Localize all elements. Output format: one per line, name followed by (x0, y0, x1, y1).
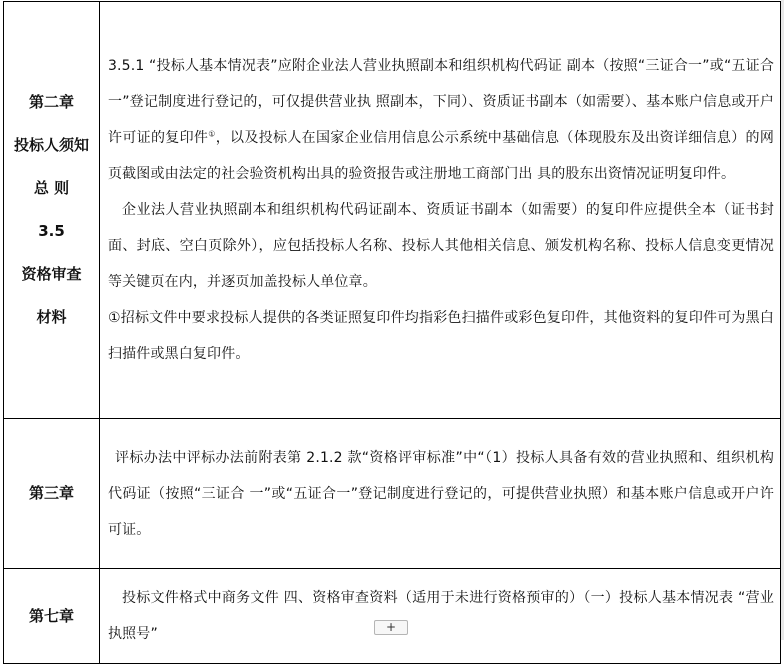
content-cell (100, 569, 781, 664)
paragraph-text: 3.5.1 “投标人基本情况表”应附企业法人营业执照副本和组织机构代码证 副本（按照“三证合一”或“五证合一”登记制度进行登记的，可仅提供营业执 照副本，下同）、资质证书副本（如需要）、基本账户信息或开户许可证的复印件 (108, 58, 774, 146)
clause-title-cont: 材料 (36, 308, 67, 326)
paragraph: 评标办法中评标办法前附表第 2.1.2 款“资格评审标准”中“（1）投标人具备有效的营业执照和、组织机构代码证（按照“三证合 一”或“五证合一”登记制度进行登记的，可提供营业执照）和基本账户信息或开户许可证。 (108, 449, 774, 538)
chapter-cell (4, 569, 100, 664)
document-table (3, 1, 781, 664)
footnote-paragraph: ①招标文件中要求投标人提供的各类证照复印件均指彩色扫描件或彩色复印件，其他资料的复印件可为黑白扫描件或黑白复印件。 (108, 310, 774, 362)
chapter-label: 第三章 (28, 484, 74, 502)
chapter-label: 第七章 (28, 606, 74, 625)
paragraph: 企业法人营业执照副本和组织机构代码证副本、资质证书副本（如需要）的复印件应提供全本（证书封面、封底、空白页除外），应包括投标人名称、投标人其他相关信息、颁发机构名称、投标人信息变更情况等关键页在内，并逐页加盖投标人单位章。 (108, 202, 774, 290)
paragraph (108, 48, 774, 192)
content-cell (100, 2, 781, 419)
chapter-cell (4, 419, 100, 569)
table-row (4, 2, 781, 419)
paragraph-text: ，以及投标人在国家企业信用信息公示系统中基础信息（体现股东及出资详细信息）的网页截图或由法定的社会验资机构出具的验资报告或注册地工商部门出 具的股东出资情况证明复印件。 (108, 130, 774, 182)
clause-title: 资格审查 (21, 265, 82, 283)
add-row-button[interactable]: + (374, 620, 408, 635)
chapter-subtitle: 投标人须知 (13, 136, 89, 154)
footnote-marker: ① (208, 129, 216, 139)
table-row (4, 419, 781, 569)
table-row (4, 569, 781, 664)
chapter-section: 总 则 (33, 179, 70, 197)
chapter-label: 第二章 (28, 93, 74, 111)
chapter-cell (4, 2, 100, 419)
content-cell (100, 419, 781, 569)
paragraph: 投标文件格式中商务文件 四、资格审查资料（适用于未进行资格预审的）（一）投标人基本情况表 “营业执照号” (108, 590, 774, 642)
clause-number: 3.5 (38, 222, 65, 240)
